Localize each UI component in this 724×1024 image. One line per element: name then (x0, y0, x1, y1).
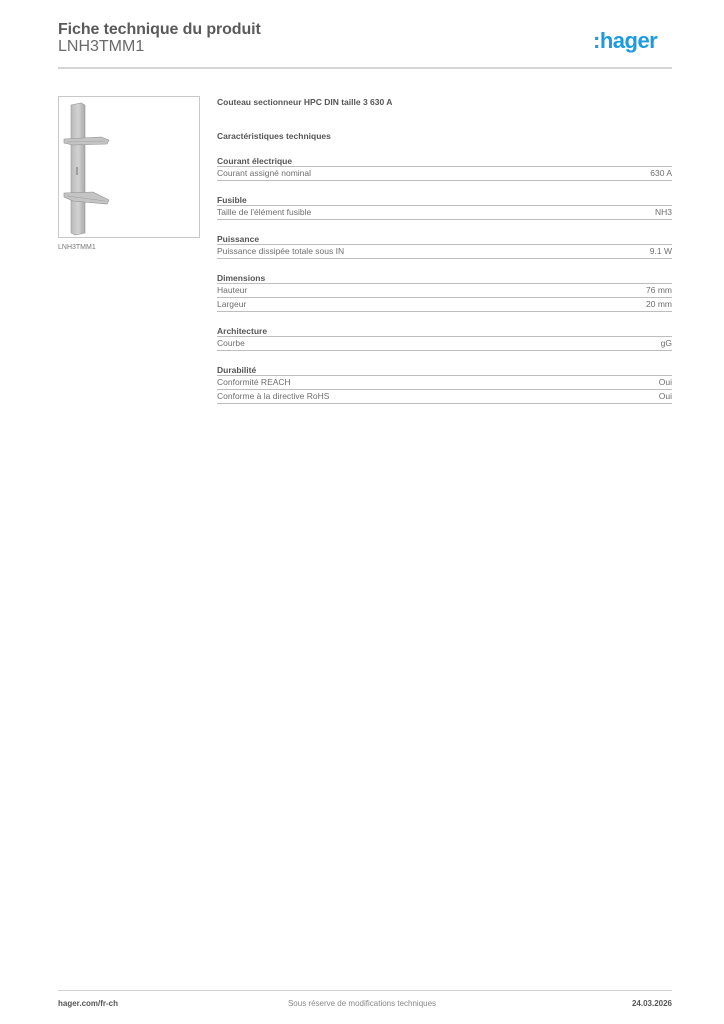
spec-value: NH3 (654, 207, 672, 217)
product-content (217, 96, 672, 404)
spec-row (217, 337, 672, 351)
spec-group-puissance (217, 233, 672, 259)
spec-group-dimensions (217, 272, 672, 312)
spec-label: Largeur (217, 299, 247, 309)
spec-value: 630 A (650, 168, 672, 178)
spec-label: Conformité REACH (217, 377, 291, 387)
spec-label: Puissance dissipée totale sous IN (217, 246, 345, 256)
spec-value: Oui (658, 391, 672, 401)
spec-label: Courbe (217, 338, 245, 348)
header-divider (58, 67, 672, 69)
spec-label: Conforme à la directive RoHS (217, 391, 330, 401)
spec-label: Taille de l'élément fusible (217, 207, 312, 217)
spec-row (217, 298, 672, 312)
footer-date: 24.03.2026 (631, 999, 672, 1008)
spec-row (217, 390, 672, 404)
hager-logo: :hager (593, 28, 658, 53)
footer-website-link[interactable]: hager.com/fr-ch (58, 999, 119, 1008)
spec-row (217, 206, 672, 220)
product-reference: LNH3TMM1 (58, 38, 145, 55)
page-title: Fiche technique du produit (58, 21, 261, 38)
footer-disclaimer: Sous réserve de modifications techniques (287, 999, 437, 1008)
spec-group-title: Dimensions (217, 272, 672, 284)
spec-group-title: Courant électrique (217, 155, 672, 167)
spec-group-title: Durabilité (217, 364, 672, 376)
spec-value: gG (660, 338, 672, 348)
spec-group-courant (217, 155, 672, 181)
spec-row (217, 167, 672, 181)
spec-label: Courant assigné nominal (217, 168, 312, 178)
product-description: Couteau sectionneur HPC DIN taille 3 630 A (217, 97, 393, 107)
product-image (58, 96, 200, 238)
spec-group-fusible (217, 194, 672, 220)
specs-heading: Caractéristiques techniques (217, 131, 331, 141)
spec-group-durabilite (217, 364, 672, 404)
spec-value: 76 mm (646, 285, 672, 295)
spec-label: Hauteur (217, 285, 248, 295)
spec-group-architecture (217, 325, 672, 351)
knife-disconnector-illustration (59, 97, 199, 237)
spec-value: 9.1 W (649, 246, 672, 256)
spec-row (217, 376, 672, 390)
spec-value: Oui (658, 377, 672, 387)
footer-divider (58, 990, 672, 991)
spec-group-title: Fusible (217, 194, 672, 206)
image-caption: LNH3TMM1 (58, 244, 96, 251)
spec-group-title: Puissance (217, 233, 672, 245)
spec-row (217, 284, 672, 298)
spec-value: 20 mm (646, 299, 672, 309)
spec-group-title: Architecture (217, 325, 672, 337)
spec-row (217, 245, 672, 259)
